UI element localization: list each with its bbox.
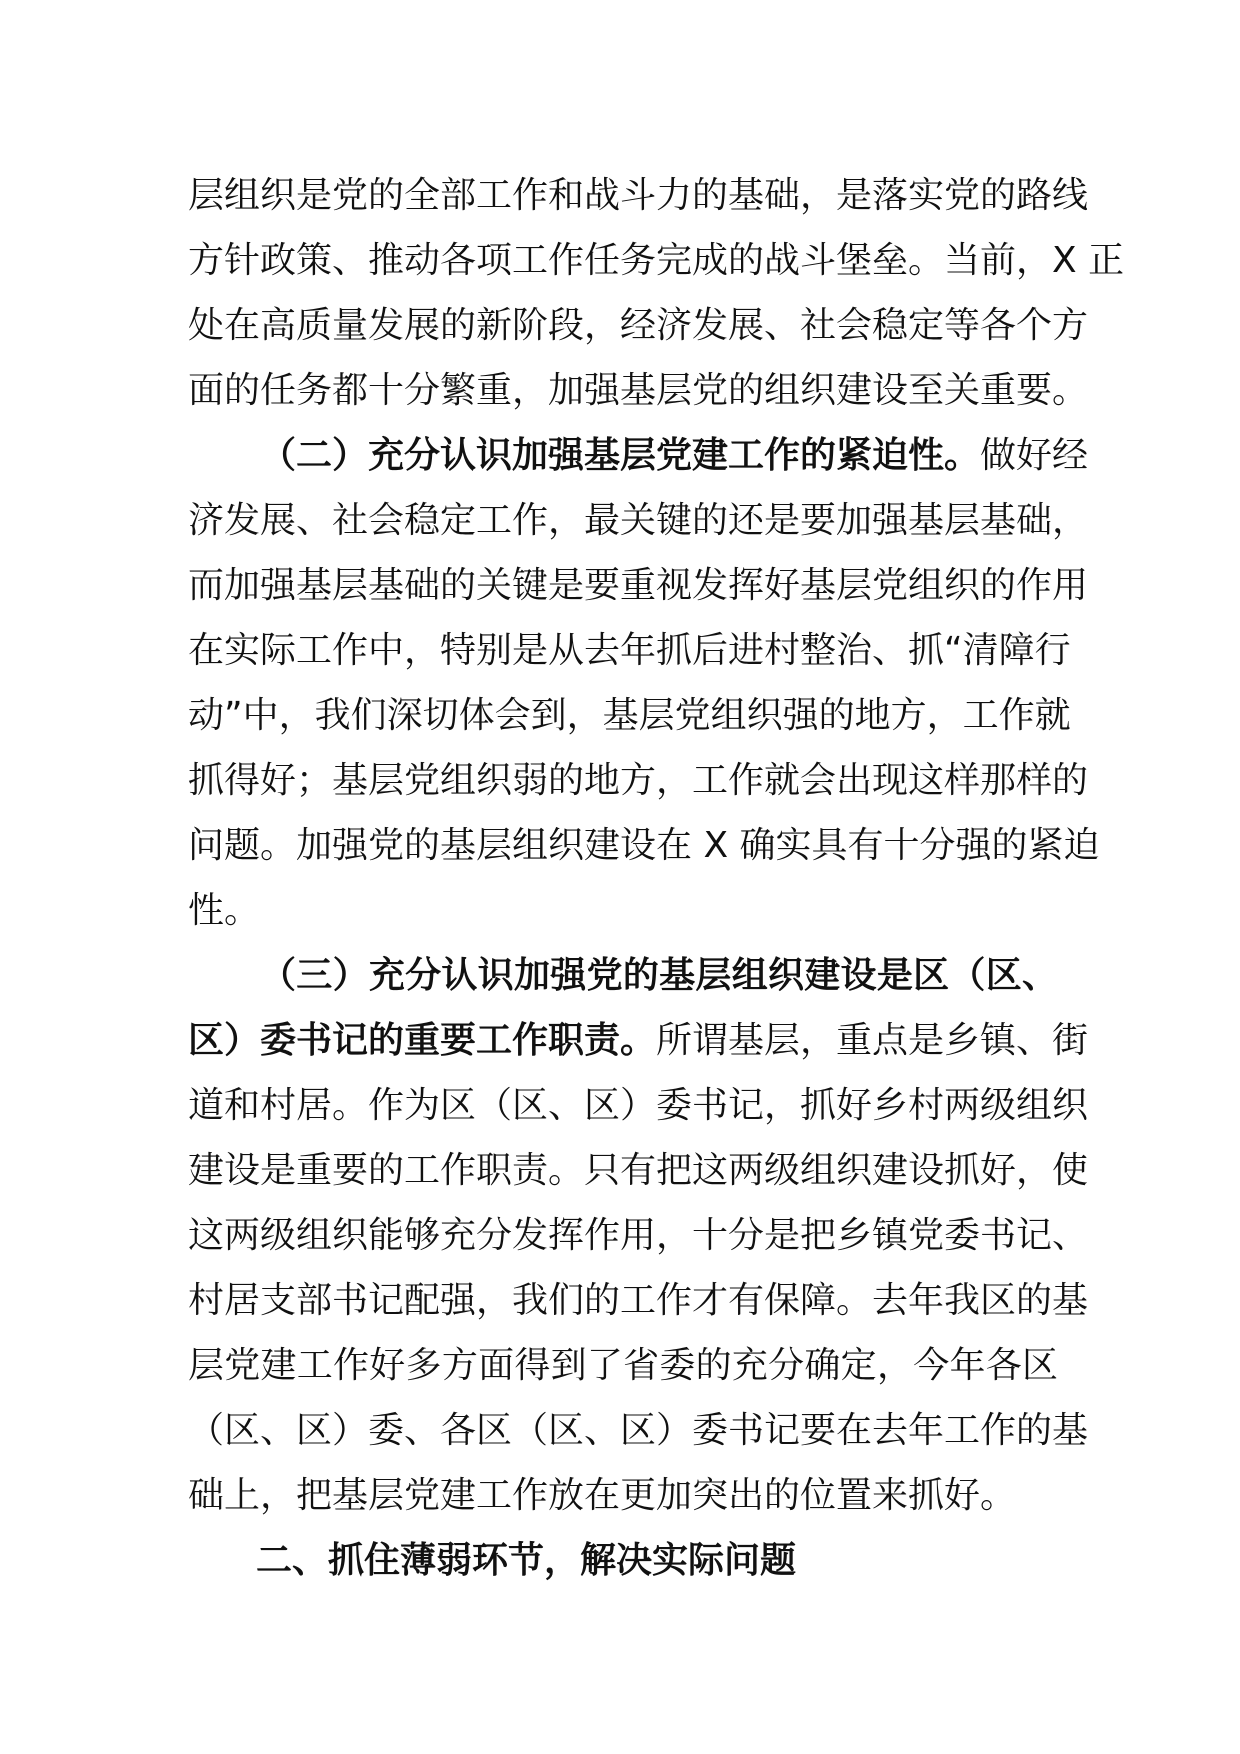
text-line: 层党建工作好多方面得到了省委的充分确定，今年各区 xyxy=(188,1345,1058,1386)
text-line: 层组织是党的全部工作和战斗力的基础，是落实党的路线 xyxy=(188,175,1089,216)
text-line: （区、区）委、各区（区、区）委书记要在去年工作的基 xyxy=(188,1410,1089,1451)
text-line: 处在高质量发展的新阶段，经济发展、社会稳定等各个方 xyxy=(188,305,1089,346)
text-line: 抓得好；基层党组织弱的地方，工作就会出现这样那样的 xyxy=(188,760,1089,801)
text-line: 这两级组织能够充分发挥作用，十分是把乡镇党委书记、 xyxy=(188,1215,1089,1256)
subheading-3-continued: 区）委书记的重要工作职责。 xyxy=(188,1020,657,1061)
subheading-3: （三）充分认识加强党的基层组织建设是区（区、 xyxy=(260,955,1058,996)
text-line: 方针政策、推动各项工作任务完成的战斗堡垒。当前，X 正 xyxy=(188,240,1125,281)
subheading-2: （二）充分认识加强基层党建工作的紧迫性。 xyxy=(260,435,981,476)
text-line xyxy=(188,423,1089,488)
text-line xyxy=(188,1008,1089,1073)
text-line: 动”中，我们深切体会到，基层党组织强的地方，工作就 xyxy=(188,695,1071,736)
text-line: 建设是重要的工作职责。只有把这两级组织建设抓好，使 xyxy=(188,1150,1089,1191)
text-line: 础上，把基层党建工作放在更加突出的位置来抓好。 xyxy=(188,1475,1017,1516)
paragraph-3 xyxy=(188,943,1089,1528)
paragraph-2 xyxy=(188,423,1100,943)
text-line: 性。 xyxy=(188,890,261,931)
text-line: 面的任务都十分繁重，加强基层党的组织建设至关重要。 xyxy=(188,370,1089,411)
text-line: 在实际工作中，特别是从去年抓后进村整治、抓“清障行 xyxy=(188,630,1071,671)
text-line: 而加强基层基础的关键是要重视发挥好基层党组织的作用 xyxy=(188,565,1089,606)
document-page xyxy=(188,163,1125,1593)
section-heading: 二、抓住薄弱环节，解决实际问题 xyxy=(256,1540,797,1581)
paragraph-1 xyxy=(188,163,1125,423)
text-run: 做好经 xyxy=(980,435,1089,476)
text-line: 道和村居。作为区（区、区）委书记，抓好乡村两级组织 xyxy=(188,1085,1089,1126)
text-line: 问题。加强党的基层组织建设在 X 确实具有十分强的紧迫 xyxy=(188,825,1100,866)
text-line: 济发展、社会稳定工作，最关键的还是要加强基层基础， xyxy=(188,500,1089,541)
text-run: 所谓基层，重点是乡镇、街 xyxy=(656,1020,1089,1061)
text-line: 村居支部书记配强，我们的工作才有保障。去年我区的基 xyxy=(188,1280,1089,1321)
